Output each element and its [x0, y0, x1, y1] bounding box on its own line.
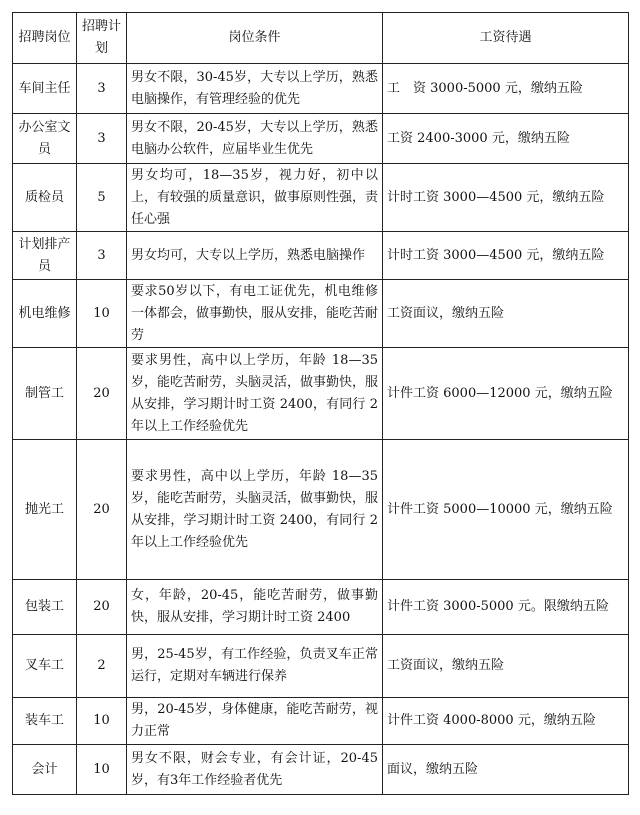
- table-row: [13, 114, 629, 164]
- position-cell: 叉车工: [13, 635, 77, 698]
- position-cell: 包装工: [13, 580, 77, 635]
- salary-cell: 计时工资 3000—4500 元，缴纳五险: [383, 232, 629, 280]
- quota-cell: 10: [77, 745, 127, 795]
- header-quota: 招聘计划: [77, 13, 127, 64]
- requirements-cell: 要求男性，高中以上学历，年龄 18—35岁，能吃苦耐劳，头脑灵活，做事勤快，服从安排，学习期计时工资 2400，有同行 2 年以上工作经验优先: [127, 440, 383, 580]
- position-cell: 装车工: [13, 698, 77, 745]
- requirements-cell: 男女不限，20-45岁，大专以上学历，熟悉电脑办公软件，应届毕业生优先: [127, 114, 383, 164]
- table-row: [13, 164, 629, 232]
- quota-cell: 2: [77, 635, 127, 698]
- table-row: [13, 280, 629, 348]
- requirements-cell: 要求50岁以下，有电工证优先，机电维修一体都会，做事勤快，服从安排，能吃苦耐劳: [127, 280, 383, 348]
- salary-cell: 计时工资 3000—4500 元，缴纳五险: [383, 164, 629, 232]
- table-row: [13, 440, 629, 580]
- recruitment-table: [12, 12, 629, 795]
- salary-cell: 工资面议，缴纳五险: [383, 280, 629, 348]
- table-row: [13, 745, 629, 795]
- quota-cell: 3: [77, 114, 127, 164]
- quota-cell: 10: [77, 698, 127, 745]
- salary-cell: 面议，缴纳五险: [383, 745, 629, 795]
- salary-cell: 工 资 3000-5000 元，缴纳五险: [383, 64, 629, 114]
- header-requirements: 岗位条件: [127, 13, 383, 64]
- salary-cell: 工资面议，缴纳五险: [383, 635, 629, 698]
- table-row: [13, 580, 629, 635]
- salary-cell: 计件工资 6000—12000 元，缴纳五险: [383, 348, 629, 440]
- quota-cell: 10: [77, 280, 127, 348]
- quota-cell: 3: [77, 64, 127, 114]
- position-cell: 质检员: [13, 164, 77, 232]
- requirements-cell: 男女均可，18—35岁，视力好，初中以上，有较强的质量意识，做事原则性强，责任心强: [127, 164, 383, 232]
- quota-cell: 5: [77, 164, 127, 232]
- table-row: [13, 635, 629, 698]
- quota-cell: 20: [77, 580, 127, 635]
- position-cell: 抛光工: [13, 440, 77, 580]
- requirements-cell: 男女不限，30-45岁，大专以上学历，熟悉电脑操作，有管理经验的优先: [127, 64, 383, 114]
- requirements-cell: 要求男性，高中以上学历，年龄 18—35岁，能吃苦耐劳，头脑灵活，做事勤快，服从安排，学习期计时工资 2400，有同行 2 年以上工作经验优先: [127, 348, 383, 440]
- position-cell: 制管工: [13, 348, 77, 440]
- position-cell: 计划排产员: [13, 232, 77, 280]
- position-cell: 会计: [13, 745, 77, 795]
- quota-cell: 20: [77, 440, 127, 580]
- requirements-cell: 男，20-45岁，身体健康，能吃苦耐劳，视力正常: [127, 698, 383, 745]
- requirements-cell: 男女均可，大专以上学历，熟悉电脑操作: [127, 232, 383, 280]
- position-cell: 办公室文员: [13, 114, 77, 164]
- salary-cell: 工资 2400-3000 元，缴纳五险: [383, 114, 629, 164]
- header-position: 招聘岗位: [13, 13, 77, 64]
- salary-cell: 计件工资 4000-8000 元，缴纳五险: [383, 698, 629, 745]
- requirements-cell: 女，年龄，20-45，能吃苦耐劳，做事勤快，服从安排，学习期计时工资 2400: [127, 580, 383, 635]
- requirements-cell: 男，25-45岁，有工作经验，负责叉车正常运行，定期对车辆进行保养: [127, 635, 383, 698]
- header-salary: 工资待遇: [383, 13, 629, 64]
- position-cell: 车间主任: [13, 64, 77, 114]
- quota-cell: 20: [77, 348, 127, 440]
- salary-cell: 计件工资 3000-5000 元。限缴纳五险: [383, 580, 629, 635]
- table-row: [13, 348, 629, 440]
- table-header-row: [13, 13, 629, 64]
- requirements-cell: 男女不限，财会专业，有会计证，20-45岁，有3年工作经验者优先: [127, 745, 383, 795]
- position-cell: 机电维修: [13, 280, 77, 348]
- table-row: [13, 64, 629, 114]
- table-row: [13, 698, 629, 745]
- quota-cell: 3: [77, 232, 127, 280]
- table-row: [13, 232, 629, 280]
- salary-cell: 计件工资 5000—10000 元，缴纳五险: [383, 440, 629, 580]
